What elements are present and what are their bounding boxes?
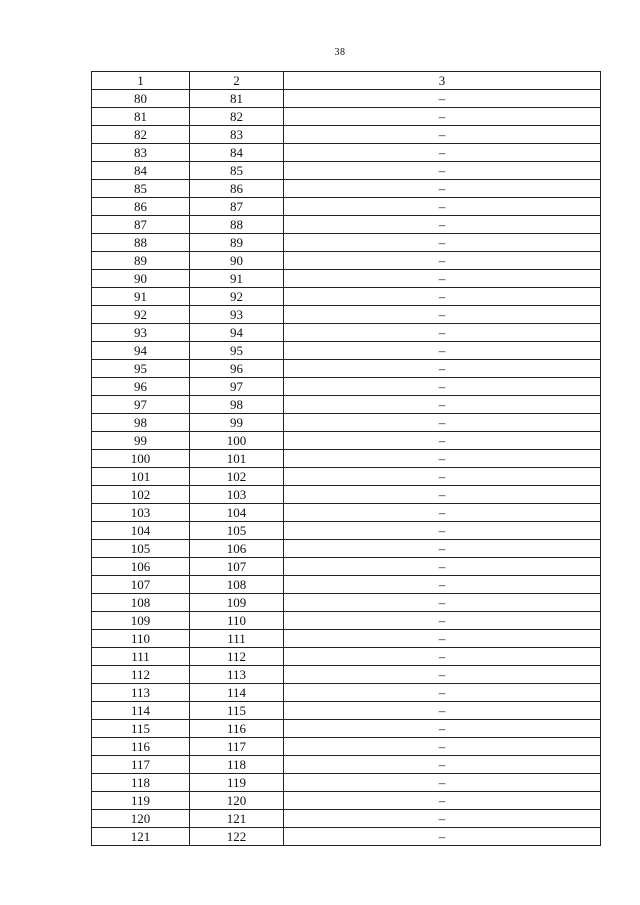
table-row <box>92 792 601 810</box>
table-cell-col-2: 94 <box>190 324 284 342</box>
table-cell-col-1: 98 <box>92 414 190 432</box>
table-cell-col-2: 118 <box>190 756 284 774</box>
table-row <box>92 612 601 630</box>
table-cell-col-3: – <box>284 216 601 234</box>
table-cell-col-2: 90 <box>190 252 284 270</box>
table-row <box>92 90 601 108</box>
table-row <box>92 324 601 342</box>
table-cell-col-3: – <box>284 738 601 756</box>
table-cell-col-2: 100 <box>190 432 284 450</box>
column-header-2: 2 <box>190 72 284 90</box>
table-row <box>92 576 601 594</box>
table-row <box>92 468 601 486</box>
table-cell-col-1: 89 <box>92 252 190 270</box>
column-header-3: 3 <box>284 72 601 90</box>
table-body <box>92 90 601 846</box>
table-cell-col-2: 122 <box>190 828 284 846</box>
table-cell-col-2: 115 <box>190 702 284 720</box>
table-row <box>92 594 601 612</box>
table-row <box>92 810 601 828</box>
table-cell-col-2: 105 <box>190 522 284 540</box>
table-row <box>92 198 601 216</box>
table-cell-col-3: – <box>284 306 601 324</box>
table-cell-col-3: – <box>284 342 601 360</box>
table-cell-col-3: – <box>284 450 601 468</box>
table-row <box>92 414 601 432</box>
table-cell-col-2: 116 <box>190 720 284 738</box>
table-cell-col-1: 120 <box>92 810 190 828</box>
table-row <box>92 162 601 180</box>
table-cell-col-2: 108 <box>190 576 284 594</box>
table-row <box>92 666 601 684</box>
table-cell-col-3: – <box>284 756 601 774</box>
table-cell-col-3: – <box>284 108 601 126</box>
table-cell-col-3: – <box>284 324 601 342</box>
table-row <box>92 288 601 306</box>
table-cell-col-3: – <box>284 792 601 810</box>
table-cell-col-1: 101 <box>92 468 190 486</box>
table-row <box>92 108 601 126</box>
table-cell-col-2: 89 <box>190 234 284 252</box>
table-cell-col-2: 113 <box>190 666 284 684</box>
table-cell-col-2: 93 <box>190 306 284 324</box>
table-cell-col-1: 80 <box>92 90 190 108</box>
table-cell-col-1: 119 <box>92 792 190 810</box>
table-row <box>92 540 601 558</box>
table-row <box>92 180 601 198</box>
table-cell-col-3: – <box>284 288 601 306</box>
table-cell-col-2: 91 <box>190 270 284 288</box>
table-cell-col-1: 102 <box>92 486 190 504</box>
table-row <box>92 684 601 702</box>
table-cell-col-3: – <box>284 234 601 252</box>
table-cell-col-3: – <box>284 576 601 594</box>
table-cell-col-3: – <box>284 414 601 432</box>
table-cell-col-1: 110 <box>92 630 190 648</box>
table-cell-col-3: – <box>284 504 601 522</box>
table-cell-col-2: 95 <box>190 342 284 360</box>
table-cell-col-2: 86 <box>190 180 284 198</box>
table-row <box>92 216 601 234</box>
table-cell-col-1: 105 <box>92 540 190 558</box>
table-cell-col-2: 103 <box>190 486 284 504</box>
table-cell-col-2: 97 <box>190 378 284 396</box>
table-header-row <box>92 72 601 90</box>
table-cell-col-3: – <box>284 558 601 576</box>
table-cell-col-1: 103 <box>92 504 190 522</box>
table-cell-col-1: 104 <box>92 522 190 540</box>
table-cell-col-3: – <box>284 828 601 846</box>
table-cell-col-1: 115 <box>92 720 190 738</box>
table-row <box>92 360 601 378</box>
table-cell-col-3: – <box>284 540 601 558</box>
table-row <box>92 252 601 270</box>
table-cell-col-3: – <box>284 90 601 108</box>
table-cell-col-2: 101 <box>190 450 284 468</box>
table-row <box>92 432 601 450</box>
table-cell-col-2: 119 <box>190 774 284 792</box>
table-row <box>92 486 601 504</box>
table-cell-col-2: 112 <box>190 648 284 666</box>
column-header-1: 1 <box>92 72 190 90</box>
table-row <box>92 630 601 648</box>
table-cell-col-2: 96 <box>190 360 284 378</box>
table-row <box>92 648 601 666</box>
table-row <box>92 270 601 288</box>
table-row <box>92 558 601 576</box>
table-cell-col-2: 114 <box>190 684 284 702</box>
table-cell-col-1: 96 <box>92 378 190 396</box>
table-cell-col-2: 110 <box>190 612 284 630</box>
table-cell-col-2: 107 <box>190 558 284 576</box>
table-cell-col-3: – <box>284 486 601 504</box>
table-cell-col-2: 81 <box>190 90 284 108</box>
table-cell-col-3: – <box>284 270 601 288</box>
table-row <box>92 720 601 738</box>
table-row <box>92 702 601 720</box>
table-cell-col-1: 95 <box>92 360 190 378</box>
table-row <box>92 396 601 414</box>
table-cell-col-2: 106 <box>190 540 284 558</box>
table-cell-col-3: – <box>284 180 601 198</box>
table-row <box>92 756 601 774</box>
table-cell-col-1: 117 <box>92 756 190 774</box>
table-cell-col-1: 108 <box>92 594 190 612</box>
table-cell-col-1: 94 <box>92 342 190 360</box>
table-cell-col-3: – <box>284 774 601 792</box>
table-row <box>92 342 601 360</box>
table-cell-col-2: 109 <box>190 594 284 612</box>
table-row <box>92 144 601 162</box>
table-cell-col-1: 107 <box>92 576 190 594</box>
table-cell-col-3: – <box>284 162 601 180</box>
table-cell-col-3: – <box>284 432 601 450</box>
table-cell-col-2: 82 <box>190 108 284 126</box>
table-cell-col-2: 87 <box>190 198 284 216</box>
table-cell-col-2: 102 <box>190 468 284 486</box>
table-cell-col-3: – <box>284 144 601 162</box>
table-cell-col-1: 82 <box>92 126 190 144</box>
table-cell-col-2: 92 <box>190 288 284 306</box>
table-cell-col-1: 87 <box>92 216 190 234</box>
table-cell-col-1: 113 <box>92 684 190 702</box>
table-cell-col-3: – <box>284 378 601 396</box>
table-cell-col-3: – <box>284 666 601 684</box>
table-cell-col-2: 88 <box>190 216 284 234</box>
table-row <box>92 234 601 252</box>
table-cell-col-3: – <box>284 612 601 630</box>
table-cell-col-2: 99 <box>190 414 284 432</box>
table-cell-col-3: – <box>284 648 601 666</box>
table-cell-col-2: 117 <box>190 738 284 756</box>
table-cell-col-1: 100 <box>92 450 190 468</box>
table-cell-col-1: 91 <box>92 288 190 306</box>
table-cell-col-3: – <box>284 720 601 738</box>
table-cell-col-1: 84 <box>92 162 190 180</box>
table-cell-col-1: 83 <box>92 144 190 162</box>
table-cell-col-1: 97 <box>92 396 190 414</box>
table-row <box>92 378 601 396</box>
table-cell-col-3: – <box>284 630 601 648</box>
table-cell-col-1: 81 <box>92 108 190 126</box>
table-row <box>92 504 601 522</box>
table-cell-col-1: 90 <box>92 270 190 288</box>
table-cell-col-3: – <box>284 198 601 216</box>
table-cell-col-1: 111 <box>92 648 190 666</box>
table-cell-col-3: – <box>284 684 601 702</box>
table-cell-col-2: 83 <box>190 126 284 144</box>
table-row <box>92 774 601 792</box>
table-cell-col-2: 84 <box>190 144 284 162</box>
table-cell-col-1: 112 <box>92 666 190 684</box>
table-row <box>92 450 601 468</box>
table-cell-col-1: 121 <box>92 828 190 846</box>
table-row <box>92 306 601 324</box>
table-cell-col-1: 109 <box>92 612 190 630</box>
table-row <box>92 126 601 144</box>
table-cell-col-3: – <box>284 810 601 828</box>
table-cell-col-1: 92 <box>92 306 190 324</box>
table-cell-col-2: 85 <box>190 162 284 180</box>
page-number: 38 <box>334 47 346 58</box>
table-cell-col-3: – <box>284 360 601 378</box>
table-cell-col-1: 118 <box>92 774 190 792</box>
table-cell-col-1: 93 <box>92 324 190 342</box>
table-cell-col-3: – <box>284 126 601 144</box>
table-cell-col-1: 99 <box>92 432 190 450</box>
table-cell-col-3: – <box>284 252 601 270</box>
table-cell-col-1: 116 <box>92 738 190 756</box>
table-cell-col-2: 121 <box>190 810 284 828</box>
table-cell-col-2: 104 <box>190 504 284 522</box>
table-cell-col-3: – <box>284 594 601 612</box>
table-cell-col-1: 106 <box>92 558 190 576</box>
table-cell-col-3: – <box>284 468 601 486</box>
table-cell-col-1: 114 <box>92 702 190 720</box>
table-cell-col-1: 88 <box>92 234 190 252</box>
table-cell-col-3: – <box>284 522 601 540</box>
table-cell-col-2: 111 <box>190 630 284 648</box>
table-cell-col-2: 120 <box>190 792 284 810</box>
table-row <box>92 522 601 540</box>
table-cell-col-1: 85 <box>92 180 190 198</box>
table-cell-col-3: – <box>284 396 601 414</box>
table-row <box>92 828 601 846</box>
data-table <box>91 71 601 846</box>
table-cell-col-3: – <box>284 702 601 720</box>
table-row <box>92 738 601 756</box>
table-cell-col-2: 98 <box>190 396 284 414</box>
table-cell-col-1: 86 <box>92 198 190 216</box>
